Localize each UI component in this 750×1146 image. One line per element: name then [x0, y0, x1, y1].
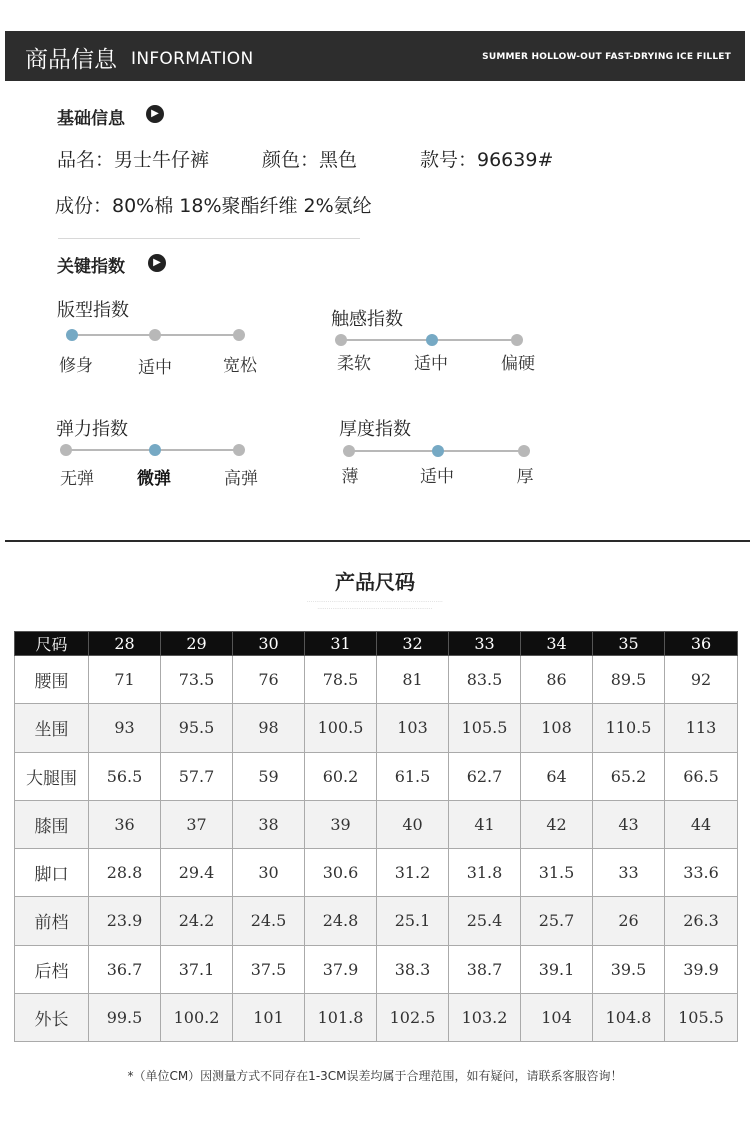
table-cell: 92 — [665, 656, 738, 704]
size-header-cell: 34 — [521, 632, 593, 656]
table-cell: 44 — [665, 800, 738, 848]
slider-dot — [233, 329, 245, 341]
table-cell: 25.4 — [449, 897, 521, 945]
table-cell: 101 — [233, 993, 305, 1041]
table-cell: 26 — [593, 897, 665, 945]
option-label: 柔软 — [337, 354, 371, 374]
table-cell: 113 — [665, 704, 738, 752]
size-header-cell: 30 — [233, 632, 305, 656]
divider — [58, 238, 360, 239]
table-cell: 81 — [377, 656, 449, 704]
table-cell: 37.1 — [161, 945, 233, 993]
slider-dot — [149, 329, 161, 341]
table-cell: 73.5 — [161, 656, 233, 704]
size-header-cell: 35 — [593, 632, 665, 656]
table-row — [15, 849, 738, 897]
header-title-en: INFORMATION — [131, 49, 254, 69]
table-cell: 28.8 — [89, 849, 161, 897]
table-cell: 83.5 — [449, 656, 521, 704]
slider-dot — [518, 445, 530, 457]
arrow-right-icon: ▶ — [148, 254, 166, 272]
table-cell: 99.5 — [89, 993, 161, 1041]
table-cell: 29.4 — [161, 849, 233, 897]
table-cell: 64 — [521, 752, 593, 800]
product-model: 款号：96639# — [420, 149, 554, 171]
table-cell: 38.3 — [377, 945, 449, 993]
option-label: 适中 — [138, 358, 172, 378]
key-metrics-heading: 关键指数 — [57, 257, 125, 277]
size-subtitle-decoration: ········································································ ····························································· — [306, 599, 444, 612]
option-label: 微弹 — [137, 469, 171, 489]
table-cell: 38.7 — [449, 945, 521, 993]
table-row — [15, 993, 738, 1041]
table-cell: 86 — [521, 656, 593, 704]
table-cell: 39.9 — [665, 945, 738, 993]
table-cell: 78.5 — [305, 656, 377, 704]
table-cell: 71 — [89, 656, 161, 704]
table-row — [15, 897, 738, 945]
size-header-cell: 33 — [449, 632, 521, 656]
size-table — [14, 631, 738, 1042]
table-cell: 30.6 — [305, 849, 377, 897]
slider-dot — [60, 444, 72, 456]
table-cell: 110.5 — [593, 704, 665, 752]
table-row — [15, 752, 738, 800]
table-cell: 24.2 — [161, 897, 233, 945]
table-cell: 103.2 — [449, 993, 521, 1041]
size-header-cell: 28 — [89, 632, 161, 656]
size-header-cell: 31 — [305, 632, 377, 656]
table-row — [15, 800, 738, 848]
row-label: 外长 — [15, 993, 89, 1041]
table-cell: 33 — [593, 849, 665, 897]
table-cell: 43 — [593, 800, 665, 848]
metric-title-thickness: 厚度指数 — [339, 419, 411, 440]
size-header-row — [15, 632, 738, 656]
table-cell: 25.7 — [521, 897, 593, 945]
option-label: 偏硬 — [501, 354, 535, 374]
table-cell: 40 — [377, 800, 449, 848]
product-color: 颜色：黑色 — [262, 149, 358, 171]
table-cell: 104 — [521, 993, 593, 1041]
table-cell: 39.5 — [593, 945, 665, 993]
table-cell: 37 — [161, 800, 233, 848]
table-row — [15, 945, 738, 993]
table-cell: 98 — [233, 704, 305, 752]
table-cell: 76 — [233, 656, 305, 704]
row-label: 脚口 — [15, 849, 89, 897]
slider-dot — [335, 334, 347, 346]
size-chart-title: 产品尺码 — [335, 570, 415, 594]
basic-info-heading: 基础信息 — [57, 109, 125, 129]
slider-dot — [343, 445, 355, 457]
header-title: 商品信息 — [25, 47, 117, 73]
table-cell: 24.5 — [233, 897, 305, 945]
option-label: 宽松 — [223, 356, 257, 376]
table-cell: 30 — [233, 849, 305, 897]
row-label: 前档 — [15, 897, 89, 945]
option-label: 薄 — [341, 467, 359, 487]
table-cell: 36.7 — [89, 945, 161, 993]
table-cell: 38 — [233, 800, 305, 848]
table-cell: 95.5 — [161, 704, 233, 752]
table-cell: 105.5 — [665, 993, 738, 1041]
table-cell: 41 — [449, 800, 521, 848]
table-cell: 31.5 — [521, 849, 593, 897]
table-cell: 42 — [521, 800, 593, 848]
header-bar — [5, 31, 745, 81]
table-cell: 93 — [89, 704, 161, 752]
table-cell: 26.3 — [665, 897, 738, 945]
option-label: 修身 — [59, 356, 93, 376]
table-cell: 59 — [233, 752, 305, 800]
section-divider — [5, 540, 750, 542]
table-cell: 105.5 — [449, 704, 521, 752]
metric-title-fit: 版型指数 — [57, 300, 129, 321]
slider-dot-selected — [66, 329, 78, 341]
table-cell: 66.5 — [665, 752, 738, 800]
table-cell: 100.2 — [161, 993, 233, 1041]
table-cell: 25.1 — [377, 897, 449, 945]
row-label: 大腿围 — [15, 752, 89, 800]
table-row — [15, 704, 738, 752]
table-cell: 102.5 — [377, 993, 449, 1041]
size-header-cell: 36 — [665, 632, 738, 656]
table-cell: 108 — [521, 704, 593, 752]
row-label: 腰围 — [15, 656, 89, 704]
table-cell: 103 — [377, 704, 449, 752]
slider-dot-selected — [149, 444, 161, 456]
table-cell: 56.5 — [89, 752, 161, 800]
row-label: 后档 — [15, 945, 89, 993]
slider-dot — [511, 334, 523, 346]
table-cell: 89.5 — [593, 656, 665, 704]
table-cell: 39.1 — [521, 945, 593, 993]
table-cell: 31.8 — [449, 849, 521, 897]
metric-title-elasticity: 弹力指数 — [56, 419, 128, 440]
table-cell: 101.8 — [305, 993, 377, 1041]
slider-dot-selected — [426, 334, 438, 346]
arrow-right-icon: ▶ — [146, 105, 164, 123]
table-cell: 37.5 — [233, 945, 305, 993]
option-label: 厚 — [516, 467, 534, 487]
size-header-cell: 32 — [377, 632, 449, 656]
size-header-label: 尺码 — [15, 632, 89, 656]
table-cell: 23.9 — [89, 897, 161, 945]
table-cell: 65.2 — [593, 752, 665, 800]
size-header-cell: 29 — [161, 632, 233, 656]
option-label: 适中 — [420, 467, 454, 487]
slider-dot-selected — [432, 445, 444, 457]
row-label: 膝围 — [15, 800, 89, 848]
table-cell: 33.6 — [665, 849, 738, 897]
table-cell: 57.7 — [161, 752, 233, 800]
row-label: 坐围 — [15, 704, 89, 752]
table-cell: 31.2 — [377, 849, 449, 897]
table-cell: 24.8 — [305, 897, 377, 945]
option-label: 适中 — [414, 354, 448, 374]
table-cell: 36 — [89, 800, 161, 848]
metric-title-touch: 触感指数 — [331, 309, 403, 330]
table-cell: 104.8 — [593, 993, 665, 1041]
table-row — [15, 656, 738, 704]
product-name: 品名：男士牛仔裤 — [57, 149, 210, 171]
table-cell: 62.7 — [449, 752, 521, 800]
table-cell: 61.5 — [377, 752, 449, 800]
table-cell: 100.5 — [305, 704, 377, 752]
table-cell: 60.2 — [305, 752, 377, 800]
size-footnote: *（单位CM）因测量方式不同存在1-3CM误差均属于合理范围，如有疑问，请联系客服咨询！ — [127, 1069, 623, 1083]
option-label: 无弹 — [60, 469, 94, 489]
table-cell: 39 — [305, 800, 377, 848]
product-composition: 成份：80%棉 18%聚酯纤维 2%氨纶 — [55, 195, 372, 217]
option-label: 高弹 — [224, 469, 258, 489]
slider-dot — [233, 444, 245, 456]
header-tagline: SUMMER HOLLOW-OUT FAST-DRYING ICE FILLET — [482, 52, 731, 62]
table-cell: 37.9 — [305, 945, 377, 993]
